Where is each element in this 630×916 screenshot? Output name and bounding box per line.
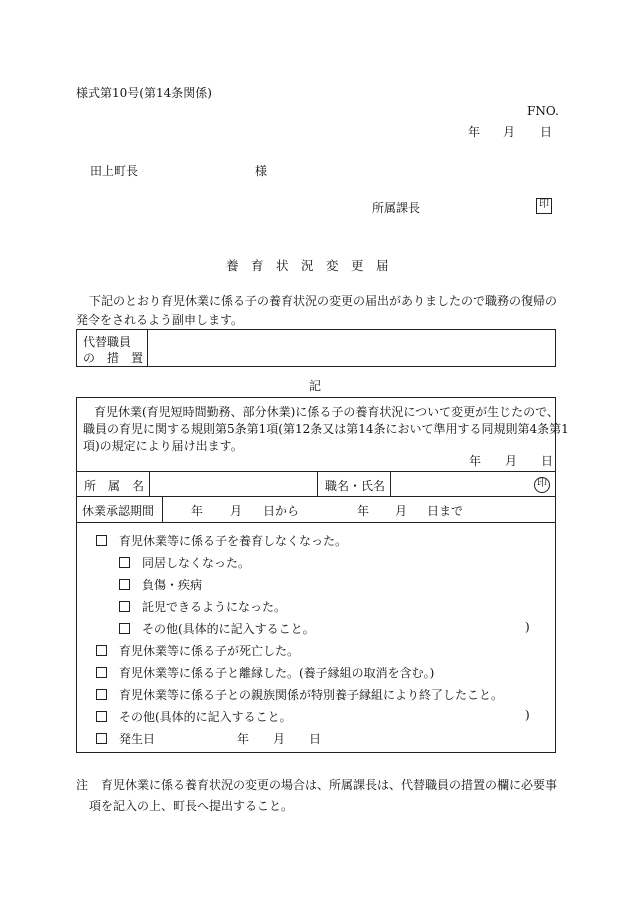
close-paren-2: ) bbox=[525, 708, 530, 722]
substitute-label-2: の 措 置 bbox=[83, 351, 144, 365]
ki-heading: 記 bbox=[309, 379, 322, 393]
main-form-box bbox=[76, 397, 569, 753]
file-number-label: FNO. bbox=[527, 104, 559, 118]
checklist-item[interactable]: 同居しなくなった。 bbox=[119, 554, 250, 571]
checklist-item[interactable]: 育児休業等に係る子との親族関係が特別養子縁組により終了したこと。 bbox=[96, 686, 503, 703]
checklist-item-occurrence[interactable]: 発生日 bbox=[96, 730, 155, 747]
seal-icon: 印 bbox=[536, 198, 552, 214]
job-name-label: 職名・氏名 bbox=[325, 479, 386, 493]
substitute-label-1: 代替職員 bbox=[83, 335, 132, 349]
checklist-item[interactable]: その他(具体的に記入すること。 bbox=[119, 620, 315, 637]
leave-from-year: 年 bbox=[191, 504, 204, 518]
occurrence-day: 日 bbox=[309, 732, 322, 746]
affiliation-label: 所 属 名 bbox=[84, 479, 145, 493]
submitter-title: 所属課長 bbox=[372, 201, 421, 215]
header-day: 日 bbox=[540, 125, 553, 139]
leave-to-day: 日まで bbox=[427, 504, 464, 518]
checklist-item[interactable]: 育児休業等に係る子が死亡した。 bbox=[96, 642, 299, 659]
addressee-name: 田上町長 bbox=[90, 164, 139, 178]
declaration-line-1: 育児休業(育児短時間勤務、部分休業)に係る子の養育状況について変更が生じたので、 bbox=[94, 405, 559, 419]
note-line-2: 項を記入の上、町長へ提出すること。 bbox=[89, 799, 294, 813]
declaration-year: 年 bbox=[469, 454, 482, 468]
checklist-item[interactable]: 託児できるようになった。 bbox=[119, 598, 286, 615]
leave-to-year: 年 bbox=[357, 504, 370, 518]
header-year: 年 bbox=[468, 125, 481, 139]
checkbox[interactable] bbox=[119, 557, 130, 568]
header-month: 月 bbox=[503, 125, 516, 139]
intro-line-1: 下記のとおり育児休業に係る子の養育状況の変更の届出がありましたので職務の復帰の bbox=[89, 294, 558, 308]
checklist-item[interactable]: 育児休業等に係る子を養育しなくなった。 bbox=[96, 532, 347, 549]
form-number: 様式第10号(第14条関係) bbox=[76, 86, 212, 100]
note-line-1: 育児休業に係る養育状況の変更の場合は、所属課長は、代替職員の措置の欄に必要事 bbox=[101, 778, 558, 792]
document-title: 養 育 状 況 変 更 届 bbox=[226, 258, 389, 273]
occurrence-year: 年 bbox=[237, 732, 250, 746]
checkbox[interactable] bbox=[96, 733, 107, 744]
declaration-line-2: 職員の育児に関する規則第5条第1項(第12条又は第14条において準用する同規則第4条第1 bbox=[83, 422, 569, 436]
checkbox[interactable] bbox=[96, 535, 107, 546]
stamp-icon: 印 bbox=[534, 477, 550, 493]
declaration-line-3: 項)の規定により届け出ます。 bbox=[83, 439, 243, 453]
checkbox[interactable] bbox=[96, 645, 107, 656]
leave-period-label: 休業承認期間 bbox=[82, 504, 155, 518]
checkbox[interactable] bbox=[96, 667, 107, 678]
checkbox[interactable] bbox=[119, 601, 130, 612]
checklist-item[interactable]: 育児休業等に係る子と離縁した。(養子縁組の取消を含む。) bbox=[96, 664, 434, 681]
declaration-month: 月 bbox=[505, 454, 518, 468]
checkbox[interactable] bbox=[119, 579, 130, 590]
occurrence-month: 月 bbox=[273, 732, 286, 746]
intro-line-2: 発令をされるよう副申します。 bbox=[76, 313, 244, 327]
substitute-box bbox=[76, 329, 556, 367]
checklist-item[interactable]: 負傷・疾病 bbox=[119, 576, 202, 593]
declaration-day: 日 bbox=[541, 454, 554, 468]
leave-to-month: 月 bbox=[395, 504, 408, 518]
checkbox[interactable] bbox=[96, 711, 107, 722]
leave-from-month: 月 bbox=[230, 504, 243, 518]
close-paren-1: ) bbox=[525, 620, 530, 634]
checklist-item[interactable]: その他(具体的に記入すること。 bbox=[96, 708, 292, 725]
checkbox[interactable] bbox=[96, 689, 107, 700]
leave-from-day: 日から bbox=[263, 504, 300, 518]
checkbox[interactable] bbox=[119, 623, 130, 634]
addressee-honorific: 様 bbox=[255, 164, 268, 178]
note-label: 注 bbox=[76, 778, 89, 792]
